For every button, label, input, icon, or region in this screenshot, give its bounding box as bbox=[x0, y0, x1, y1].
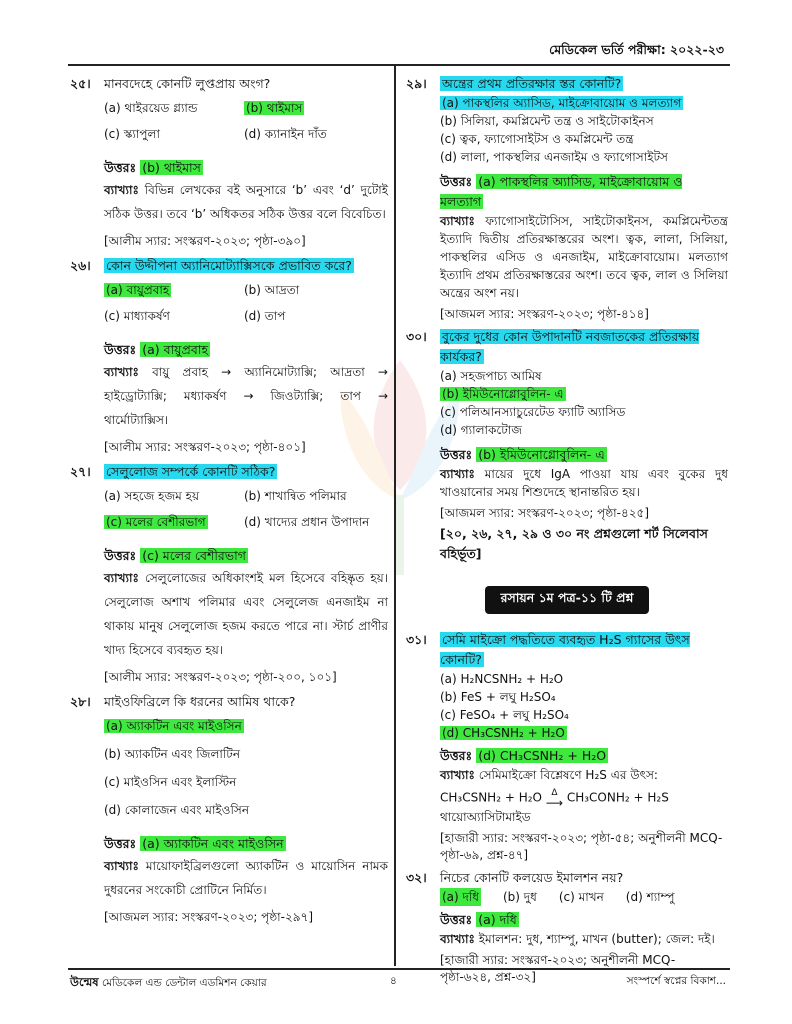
question-text: কোন উদ্দীপনা অ্যানিমোট্যাক্সিসকে প্রভাবিত করে? bbox=[106, 258, 352, 273]
option-d: (d) শ্যাম্পু bbox=[625, 890, 675, 904]
explanation-text: মায়োফাইব্রিলগুলো অ্যাকটিন ও মায়োসিন নামক দুধরনের সংকোচী প্রোটিনে নির্মিত। bbox=[104, 859, 388, 897]
option-c: (c) FeSO₄ + লঘু H₂SO₄ bbox=[440, 708, 569, 722]
explanation-text: ফ্যাগোসাইটোসিস, সাইটোকাইনস, কমপ্লিমেন্টতন্ত্র ইত্যাদি দ্বিতীয় প্রতিরক্ষাস্তরের অংশ। ত্বক, লালা, সিলিয়া, পাকস্থলির এসিড ও এনজাইম, মাইক্রোবায়োম। মলত্যাগ ইত্যাদি প্রথম প্রতিরক্ষাস্তরের অংশ। তবে ত্বক, লাল ও সিলিয়া অন্ত্রের অংশ নয়। bbox=[440, 214, 728, 300]
question-text: বুকের দুধের কোন উপাদানটি নবজাতকের প্রতিরক্ষায় কার্যকর? bbox=[440, 329, 700, 364]
explanation-text: বিভিন্ন লেখকের বই অনুসারে ‘b’ এবং ‘d’ দুটোই সঠিক উত্তর। তবে ‘b’ অধিকতর সঠিক উত্তর বলে বিবেচিত। bbox=[104, 183, 388, 221]
question-27 bbox=[70, 462, 388, 688]
options bbox=[104, 718, 388, 822]
reference: [হাজারী স্যার: সংস্করণ-২০২৩; অনুশীলনী MCQ- পৃষ্ঠা-৬২৪, প্রশ্ন-৩২] bbox=[440, 953, 676, 984]
brand-subtitle: মেডিকেল এন্ড ডেন্টাল এডমিশন কেয়ার bbox=[101, 977, 267, 989]
option-d: (d) কোলাজেন এবং মাইওসিন bbox=[104, 803, 250, 817]
answer-label: উত্তরঃ bbox=[104, 548, 137, 563]
answer-text: (b) ইমিউনোগ্লোবুলিন- এ bbox=[478, 447, 605, 462]
question-number: ৩১। bbox=[406, 632, 427, 647]
answer-text: (b) থাইমাস bbox=[142, 160, 201, 175]
answer-text: (a) দধি bbox=[478, 912, 517, 927]
explanation-text: বায়ু প্রবাহ → অ্যানিমোট্যাক্সি; আদ্রতা → হাইড্রোট্যাক্সি; মধ্যাকর্ষণ → জিওট্যাক্সি; তাপ → থার্মোট্যাক্সিস। bbox=[104, 365, 388, 427]
answer-label: উত্তরঃ bbox=[104, 342, 137, 357]
page-number: ৪ bbox=[390, 975, 397, 987]
explanation-label: ব্যাখ্যাঃ bbox=[104, 859, 139, 873]
syllabus-note: [২০, ২৬, ২৭, ২৯ ও ৩০ নং প্রশ্নগুলো শর্ট সিলেবাস বহির্ভূত] bbox=[440, 526, 708, 561]
options bbox=[440, 888, 728, 906]
answer-label: উত্তরঃ bbox=[440, 174, 473, 189]
answer-text: (a) পাকস্থলির অ্যাসিড, মাইক্রোবায়োম ও মলত্যাগ bbox=[440, 174, 683, 209]
options bbox=[104, 282, 388, 328]
option-b: (b) শাখান্বিত পলিমার bbox=[244, 489, 347, 503]
right-column bbox=[406, 70, 728, 986]
option-a: (a) অ্যাকটিন এবং মাইওসিন bbox=[106, 719, 242, 733]
question-26 bbox=[70, 256, 388, 458]
options bbox=[104, 488, 388, 534]
answer-label: উত্তরঃ bbox=[440, 912, 473, 927]
reference: [আলীম স্যার: সংস্করণ-২০২৩; পৃষ্ঠা-২০০, ১০১] bbox=[104, 670, 337, 684]
question-31 bbox=[406, 630, 728, 864]
explanation-label: ব্যাখ্যাঃ bbox=[104, 183, 139, 197]
question-25 bbox=[70, 74, 388, 252]
left-column bbox=[70, 70, 388, 928]
explanation-label: ব্যাখ্যাঃ bbox=[440, 932, 475, 946]
option-a: (a) দধি bbox=[442, 890, 479, 904]
question-29 bbox=[406, 74, 728, 323]
answer-label: উত্তরঃ bbox=[104, 836, 137, 851]
reference: [আজমল স্যার: সংস্করণ-২০২৩; পৃষ্ঠা-৪২৫] bbox=[440, 506, 650, 520]
question-number: ২৯। bbox=[406, 76, 427, 91]
question-text: সেলুলোজ সম্পর্কে কোনটি সঠিক? bbox=[106, 464, 276, 479]
option-d: (d) গ্যালাকটোজ bbox=[440, 423, 523, 437]
reference: [আলীম স্যার: সংস্করণ-২০২৩; পৃষ্ঠা-৪০১] bbox=[104, 440, 306, 454]
reference: [আজমল স্যার: সংস্করণ-২০২৩; পৃষ্ঠা-২৯৭] bbox=[104, 910, 314, 924]
explanation-label: ব্যাখ্যাঃ bbox=[104, 571, 139, 585]
question-text: মাইওফিব্রিলে কি ধরনের আমিষ থাকে? bbox=[104, 694, 296, 709]
question-number: ২৮। bbox=[70, 694, 91, 709]
question-text: মানবদেহে কোনটি লুপ্তপ্রায় অংগ? bbox=[104, 76, 271, 91]
explanation-text: সেমিমাইক্রো বিশ্লেষণে H₂S এর উৎস: bbox=[478, 768, 658, 782]
option-c: (c) স্ক্যাপুলা bbox=[104, 127, 160, 141]
option-d: (d) CH₃CSNH₂ + H₂O bbox=[442, 726, 565, 740]
explanation-text: মায়ের দুধে IgA পাওয়া যায় এবং বুকের দুধ খাওয়ানোর সময় শিশুদেহে স্থানান্তরিত হয়। bbox=[440, 467, 728, 499]
question-28 bbox=[70, 692, 388, 928]
answer-text: (a) অ্যাকটিন এবং মাইওসিন bbox=[142, 836, 284, 851]
explanation-label: ব্যাখ্যাঃ bbox=[440, 768, 475, 782]
answer-text: (c) মলের বেশীরভাগ bbox=[142, 548, 246, 563]
question-number: ৩০। bbox=[406, 329, 427, 344]
explanation-label: ব্যাখ্যাঃ bbox=[104, 365, 139, 379]
options bbox=[440, 94, 728, 166]
question-number: ৩২। bbox=[406, 870, 427, 885]
reagent-name: থায়োঅ্যাসিটামাইড bbox=[440, 810, 531, 824]
option-a: (a) সহজপাচ্য আমিষ bbox=[440, 369, 542, 383]
option-c: (c) মাধ্যাকর্ষণ bbox=[104, 309, 170, 323]
option-d: (d) তাপ bbox=[244, 309, 286, 323]
reference: [হাজারী স্যার: সংস্করণ-২০২৩; পৃষ্ঠা-৫৪; অনুশীলনী MCQ- পৃষ্ঠা-৬৯, প্রশ্ন-৪৭] bbox=[440, 831, 723, 862]
option-b: (b) FeS + লঘু H₂SO₄ bbox=[440, 690, 556, 704]
option-c: (c) ত্বক, ফ্যাগোসাইটস ও কমপ্লিমেন্ট তন্ত্র bbox=[440, 132, 634, 146]
option-a: (a) বায়ুপ্রবাহ bbox=[106, 283, 170, 297]
option-c: (c) মাইওসিন এবং ইলাস্টিন bbox=[104, 775, 237, 789]
heat-symbol: Δ bbox=[551, 788, 558, 798]
question-text: অন্ত্রের প্রথম প্রতিরক্ষার স্তর কোনটি? bbox=[442, 76, 622, 91]
question-text: নিচের কোনটি কলয়েড ইমালশন নয়? bbox=[440, 870, 624, 885]
option-b: (b) আদ্রতা bbox=[244, 283, 300, 297]
exam-title: মেডিকেল ভর্তি পরীক্ষা: ২০২২-২৩ bbox=[549, 42, 724, 57]
option-a: (a) থাইরয়েড গ্ল্যান্ড bbox=[104, 101, 198, 115]
reaction-arrow-icon: ⟶ bbox=[545, 796, 564, 810]
option-b: (b) সিলিয়া, কমপ্লিমেন্ট তন্ত্র ও সাইটোকাইনস bbox=[440, 114, 654, 128]
option-c: (c) মাখন bbox=[558, 890, 604, 904]
reaction-equation bbox=[440, 788, 728, 808]
bottom-divider bbox=[68, 968, 730, 970]
footer-brand bbox=[70, 974, 267, 993]
options bbox=[440, 367, 728, 439]
answer-label: উত্তরঃ bbox=[440, 748, 473, 763]
answer-text: (d) CH₃CSNH₂ + H₂O bbox=[478, 748, 607, 763]
question-text: সেমি মাইক্রো পদ্ধতিতে ব্যবহৃত H₂S গ্যাসের উৎস কোনটি? bbox=[440, 632, 690, 667]
answer-text: (a) বায়ুপ্রবাহ bbox=[142, 342, 209, 357]
explanation-label: ব্যাখ্যাঃ bbox=[440, 467, 475, 481]
option-a: (a) পাকস্থলির অ্যাসিড, মাইক্রোবায়োম ও মলত্যাগ bbox=[442, 96, 682, 110]
option-d: (d) খাদ্যের প্রধান উপাদান bbox=[244, 515, 370, 529]
option-d: (d) লালা, পাকস্থলির এনজাইম ও ফ্যাগোসাইটস bbox=[440, 150, 668, 164]
option-b: (b) ইমিউনোগ্লোবুলিন- এ bbox=[442, 387, 564, 401]
option-b: (b) থাইমাস bbox=[246, 101, 303, 115]
option-d: (d) ক্যানাইন দাঁত bbox=[244, 127, 327, 141]
option-b: (b) অ্যাকটিন এবং জিলাটিন bbox=[104, 747, 241, 761]
explanation-text: সেলুলোজের অধিকাংশই মল হিসেবে বহিষ্কৃত হয়। সেলুলোজ অশাখ পলিমার এবং সেলুলেজ এনজাইম না থাকায় মানুষ সেলুলোজ হজম করতে পারে না। স্টার্চ প্রাণীর খাদ্য হিসেবে ব্যবহৃত হয়। bbox=[104, 571, 388, 657]
explanation-text: ইমালশন: দুধ, শ্যাম্পু, মাখন (butter); জেল: দই। bbox=[478, 932, 715, 946]
option-b: (b) দুধ bbox=[503, 890, 537, 904]
options bbox=[440, 670, 728, 742]
explanation-label: ব্যাখ্যাঃ bbox=[440, 214, 475, 228]
question-30 bbox=[406, 327, 728, 564]
options bbox=[104, 100, 388, 146]
question-number: ২৭। bbox=[70, 464, 91, 479]
product: CH₃CONH₂ + H₂S bbox=[566, 790, 669, 805]
option-a: (a) H₂NCSNH₂ + H₂O bbox=[440, 672, 564, 686]
top-divider bbox=[68, 64, 730, 66]
reactant: CH₃CSNH₂ + H₂O bbox=[440, 790, 542, 805]
chemistry-section-banner: রসায়ন ১ম পত্র-১১ টি প্রশ্ন bbox=[485, 586, 650, 614]
question-number: ২৬। bbox=[70, 258, 91, 273]
footer-tagline: সংস্পর্শে স্বপ্নের বিকাশ... bbox=[626, 975, 726, 987]
option-c: (c) পলিআনস্যাচুরেটেড ফ্যাটি অ্যাসিড bbox=[440, 405, 626, 419]
reference: [আজমল স্যার: সংস্করণ-২০২৩; পৃষ্ঠা-৪১৪] bbox=[440, 307, 649, 321]
answer-label: উত্তরঃ bbox=[104, 160, 137, 175]
option-a: (a) সহজে হজম হয় bbox=[104, 489, 200, 503]
question-number: ২৫। bbox=[70, 76, 91, 91]
brand-name: উন্মেষ bbox=[70, 975, 99, 989]
reference: [আলীম স্যার: সংস্করণ-২০২৩; পৃষ্ঠা-৩৯০] bbox=[104, 234, 306, 248]
answer-label: উত্তরঃ bbox=[440, 447, 473, 462]
option-c: (c) মলের বেশীরভাগ bbox=[106, 515, 206, 529]
